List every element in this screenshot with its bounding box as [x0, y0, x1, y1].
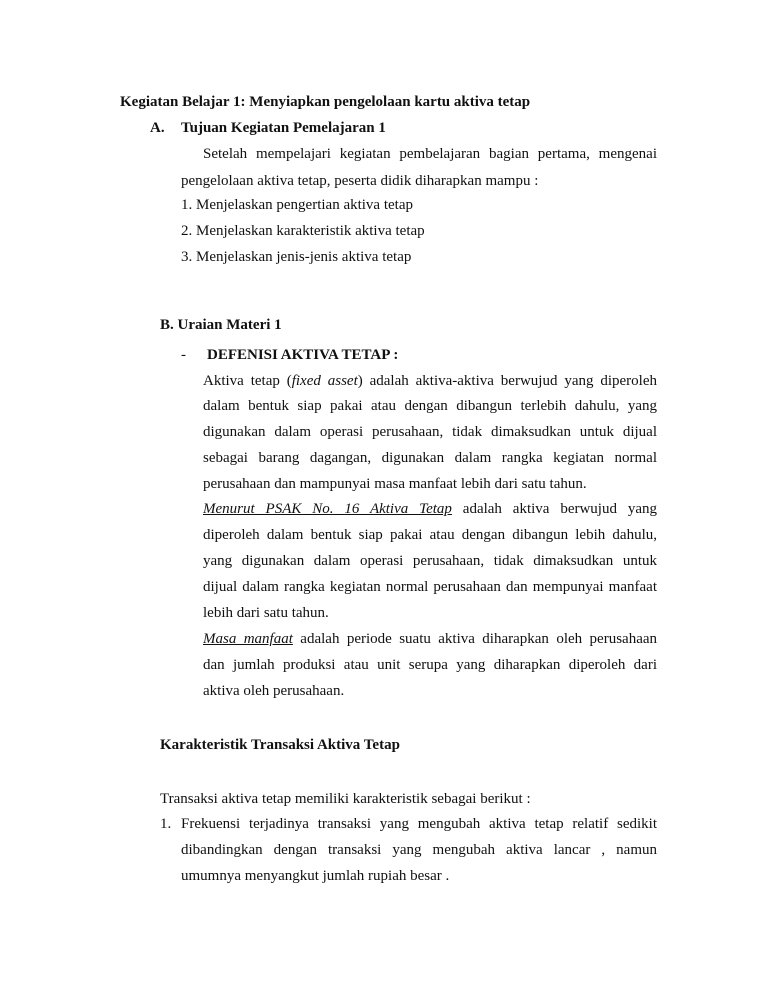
definition-p2-line1: Menurut PSAK No. 16 Aktiva Tetap adalah aktiva berwujud yang [203, 501, 657, 517]
definition-p1-line4: sebagai barang dagangan, digunakan dalam rangka kegiatan normal [203, 450, 657, 466]
section-a-intro-line1: Setelah mempelajari kegiatan pembelajaran bagian pertama, mengenai [203, 146, 657, 162]
definition-p1-line5: perusahaan dan mampunyai masa manfaat lebih dari satu tahun. [203, 476, 587, 492]
definition-p2-line3: yang digunakan dalam operasi perusahaan, tidak dimaksudkan untuk [203, 553, 657, 569]
list-item: 3. Menjelaskan jenis-jenis aktiva tetap [181, 249, 412, 265]
definition-subtitle: DEFENISI AKTIVA TETAP : [207, 347, 399, 363]
definition-p2-line5: lebih dari satu tahun. [203, 605, 329, 621]
psak-term: Menurut PSAK No. 16 Aktiva Tetap [203, 501, 452, 517]
definition-p1-line2: dalam bentuk siap pakai atau dengan dibangun terlebih dahulu, yang [203, 398, 657, 414]
characteristics-title: Karakteristik Transaksi Aktiva Tetap [160, 737, 400, 753]
characteristics-item1-line3: umumnya menyangkut jumlah rupiah besar . [181, 868, 450, 884]
characteristics-intro: Transaksi aktiva tetap memiliki karakteristik sebagai berikut : [160, 791, 531, 807]
page-heading: Kegiatan Belajar 1: Menyiapkan pengelolaan kartu aktiva tetap [120, 94, 531, 110]
definition-p3-line3: aktiva oleh perusahaan. [203, 683, 345, 699]
definition-p3-line2: dan jumlah produksi atau unit serupa yang diharapkan diperoleh dari [203, 657, 657, 673]
section-a-marker: A. [150, 120, 165, 136]
definition-p3-line1: Masa manfaat adalah periode suatu aktiva diharapkan oleh perusahaan [203, 631, 658, 647]
section-a-title: Tujuan Kegiatan Pemelajaran 1 [181, 120, 386, 136]
fixed-asset-term: fixed asset [291, 373, 358, 389]
definition-p1-line3: digunakan dalam operasi perusahaan, tidak dimaksudkan untuk dijual [203, 424, 657, 440]
characteristics-item1-line2: dibandingkan dengan transaksi yang mengubah aktiva lancar , namun [181, 842, 657, 858]
definition-p2-line4: dijual dalam rangka kegiatan normal perusahaan dan mempunyai manfaat [203, 579, 657, 595]
section-a-intro-line2: pengelolaan aktiva tetap, peserta didik diharapkan mampu : [181, 173, 539, 189]
list-item: 1. Menjelaskan pengertian aktiva tetap [181, 197, 413, 213]
characteristics-item-number: 1. [160, 816, 172, 832]
definition-p1-line1: Aktiva tetap (fixed asset) adalah aktiva-aktiva berwujud yang diperoleh [203, 373, 657, 389]
definition-p2-line2: diperoleh dalam bentuk siap pakai atau dengan dibangun lebih dahulu, [203, 527, 657, 543]
masa-manfaat-term: Masa manfaat [203, 631, 293, 647]
bullet-dash: - [181, 347, 186, 363]
characteristics-item1-line1: Frekuensi terjadinya transaksi yang mengubah aktiva tetap relatif sedikit [181, 816, 657, 832]
list-item: 2. Menjelaskan karakteristik aktiva tetap [181, 223, 425, 239]
section-b-title: B. Uraian Materi 1 [160, 317, 282, 333]
